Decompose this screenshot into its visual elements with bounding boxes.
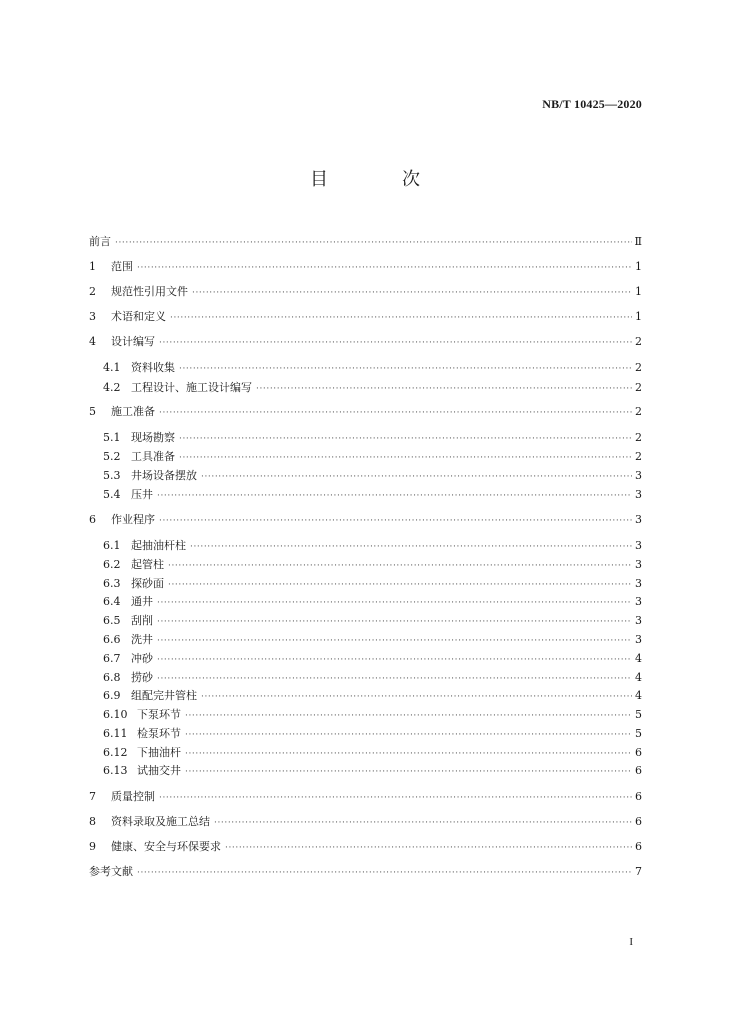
toc-entry-page: 1 <box>635 260 642 273</box>
toc-entry-page: 3 <box>635 469 642 482</box>
toc-entry-page: 3 <box>635 558 642 571</box>
toc-entry[interactable] <box>89 404 642 420</box>
toc-entry-page: 2 <box>635 335 642 348</box>
toc-dot-leader <box>179 450 632 466</box>
toc-entry-page: 3 <box>635 577 642 590</box>
toc-dot-leader <box>159 335 632 351</box>
toc-dot-leader <box>157 595 632 611</box>
toc-entry[interactable] <box>89 613 642 629</box>
toc-dot-leader <box>170 310 632 326</box>
toc-entry-label: 规范性引用文件 <box>111 285 188 298</box>
toc-entry[interactable] <box>89 334 642 350</box>
toc-entry-number: 5.3 <box>103 469 121 482</box>
toc-entry-page: 3 <box>635 513 642 526</box>
toc-dot-leader <box>256 381 632 397</box>
toc-entry[interactable] <box>89 430 642 446</box>
toc-entry-label: 工具准备 <box>131 450 175 463</box>
toc-entry[interactable] <box>89 487 642 503</box>
toc-entry[interactable] <box>89 632 642 648</box>
toc-entry-number: 5.1 <box>103 431 121 444</box>
toc-entry-label: 组配完井管柱 <box>131 689 197 702</box>
toc-dot-leader <box>168 577 632 593</box>
toc-entry-number: 5.4 <box>103 488 121 501</box>
toc-entry-page: 5 <box>635 727 642 740</box>
toc-entry[interactable] <box>89 814 642 830</box>
toc-entry-page: 2 <box>635 405 642 418</box>
toc-entry[interactable] <box>89 763 642 779</box>
toc-entry-number: 5.2 <box>103 450 121 463</box>
toc-dot-leader <box>157 633 632 649</box>
toc-entry-number: 6.11 <box>103 727 128 740</box>
toc-entry[interactable] <box>89 557 642 573</box>
toc-entry-page: Ⅱ <box>634 235 642 248</box>
toc-entry-number: 6.2 <box>103 558 121 571</box>
toc-dot-leader <box>185 727 632 743</box>
toc-entry-number: 6.10 <box>103 708 128 721</box>
toc-entry-page: 6 <box>635 764 642 777</box>
toc-entry-page: 4 <box>635 689 642 702</box>
toc-entry-page: 4 <box>635 671 642 684</box>
toc-entry-label: 冲砂 <box>131 652 153 665</box>
toc-entry-number: 6.5 <box>103 614 121 627</box>
toc-entry-label: 作业程序 <box>111 513 155 526</box>
toc-entry-page: 2 <box>635 361 642 374</box>
toc-entry-number: 6.9 <box>103 689 121 702</box>
toc-entry-label: 参考文献 <box>89 865 133 878</box>
toc-dot-leader <box>201 469 632 485</box>
toc-entry[interactable] <box>89 594 642 610</box>
toc-entry-number: 6.7 <box>103 652 121 665</box>
toc-dot-leader <box>179 361 632 377</box>
toc-entry[interactable] <box>89 234 642 250</box>
toc-entry-number: 4 <box>89 335 96 348</box>
toc-entry-page: 3 <box>635 539 642 552</box>
toc-entry-label: 井场设备摆放 <box>131 469 197 482</box>
toc-entry-number: 3 <box>89 310 96 323</box>
toc-entry[interactable] <box>89 688 642 704</box>
toc-dot-leader <box>168 558 632 574</box>
toc-entry[interactable] <box>89 839 642 855</box>
toc-entry-page: 1 <box>635 310 642 323</box>
toc-entry-label: 起抽油杆柱 <box>131 539 186 552</box>
toc-dot-leader <box>185 746 632 762</box>
toc-entry-page: 6 <box>635 840 642 853</box>
toc-entry[interactable] <box>89 449 642 465</box>
toc-entry-label: 起管柱 <box>131 558 164 571</box>
toc-dot-leader <box>157 652 632 668</box>
toc-entry-number: 6.8 <box>103 671 121 684</box>
toc-entry[interactable] <box>89 789 642 805</box>
toc-dot-leader <box>159 513 632 529</box>
toc-entry-label: 范围 <box>111 260 133 273</box>
toc-entry-page: 6 <box>635 790 642 803</box>
standard-code: NB/T 10425—2020 <box>542 97 642 111</box>
toc-entry-label: 工程设计、施工设计编写 <box>131 381 252 394</box>
toc-entry-number: 6.12 <box>103 746 128 759</box>
toc-entry-number: 7 <box>89 790 96 803</box>
toc-dot-leader <box>159 405 632 421</box>
toc-entry[interactable] <box>89 651 642 667</box>
toc-entry-number: 6.13 <box>103 764 128 777</box>
toc-entry-number: 6.1 <box>103 539 121 552</box>
toc-entry[interactable] <box>89 538 642 554</box>
toc-entry-number: 4.2 <box>103 381 121 394</box>
toc-dot-leader <box>201 689 632 705</box>
toc-dot-leader <box>185 764 632 780</box>
toc-entry-number: 2 <box>89 285 96 298</box>
toc-entry[interactable] <box>89 284 642 300</box>
toc-entry[interactable] <box>89 576 642 592</box>
toc-entry[interactable] <box>89 864 642 880</box>
toc-entry-number: 9 <box>89 840 96 853</box>
toc-entry-label: 刮削 <box>131 614 153 627</box>
toc-dot-leader <box>137 865 632 881</box>
toc-entry-label: 设计编写 <box>111 335 155 348</box>
toc-entry-page: 2 <box>635 431 642 444</box>
toc-dot-leader <box>157 671 632 687</box>
toc-entry-label: 通井 <box>131 595 153 608</box>
toc-entry-page: 7 <box>635 865 642 878</box>
toc-dot-leader <box>179 431 632 447</box>
toc-entry-label: 试抽交井 <box>137 764 181 777</box>
toc-dot-leader <box>115 235 632 251</box>
toc-entry-label: 健康、安全与环保要求 <box>111 840 221 853</box>
toc-entry-number: 6.6 <box>103 633 121 646</box>
toc-entry-label: 检泵环节 <box>137 727 181 740</box>
toc-entry-label: 下泵环节 <box>137 708 181 721</box>
toc-entry-label: 质量控制 <box>111 790 155 803</box>
toc-entry-label: 资料收集 <box>131 361 175 374</box>
toc-entry-label: 资料录取及施工总结 <box>111 815 210 828</box>
toc-entry-label: 洗井 <box>131 633 153 646</box>
toc-entry[interactable] <box>89 360 642 376</box>
toc-entry-number: 1 <box>89 260 96 273</box>
toc-entry-label: 术语和定义 <box>111 310 166 323</box>
toc-entry-page: 3 <box>635 633 642 646</box>
toc-dot-leader <box>159 790 632 806</box>
toc-dot-leader <box>185 708 632 724</box>
toc-entry-label: 捞砂 <box>131 671 153 684</box>
toc-entry-page: 6 <box>635 815 642 828</box>
toc-entry[interactable] <box>89 468 642 484</box>
toc-entry[interactable] <box>89 380 642 396</box>
toc-entry[interactable] <box>89 309 642 325</box>
toc-entry[interactable] <box>89 259 642 275</box>
toc-entry-label: 施工准备 <box>111 405 155 418</box>
toc-entry-number: 5 <box>89 405 96 418</box>
toc-entry-number: 6.3 <box>103 577 121 590</box>
toc-dot-leader <box>225 840 632 856</box>
toc-entry-page: 1 <box>635 285 642 298</box>
toc-entry-page: 2 <box>635 450 642 463</box>
toc-entry-page: 4 <box>635 652 642 665</box>
toc-entry[interactable] <box>89 512 642 528</box>
toc-entry-label: 下抽油杆 <box>137 746 181 759</box>
toc-entry[interactable] <box>89 670 642 686</box>
toc-entry-page: 3 <box>635 595 642 608</box>
toc-entry-number: 6.4 <box>103 595 121 608</box>
toc-entry-page: 5 <box>635 708 642 721</box>
toc-entry-number: 4.1 <box>103 361 121 374</box>
toc-entry-number: 8 <box>89 815 96 828</box>
toc-entry-label: 现场勘察 <box>131 431 175 444</box>
toc-entry-number: 6 <box>89 513 96 526</box>
toc-entry-page: 2 <box>635 381 642 394</box>
toc-entry-page: 6 <box>635 746 642 759</box>
toc-dot-leader <box>214 815 632 831</box>
toc-entry-label: 压井 <box>131 488 153 501</box>
toc-title: 目 次 <box>310 169 448 190</box>
toc-entry-label: 探砂面 <box>131 577 164 590</box>
toc-entry[interactable] <box>89 707 642 723</box>
footer-page-number: I <box>629 936 633 948</box>
toc-dot-leader <box>192 285 632 301</box>
toc-dot-leader <box>137 260 632 276</box>
toc-dot-leader <box>157 614 632 630</box>
toc-entry-page: 3 <box>635 488 642 501</box>
toc-entry[interactable] <box>89 745 642 761</box>
toc-dot-leader <box>190 539 632 555</box>
toc-entry[interactable] <box>89 726 642 742</box>
toc-entry-label: 前言 <box>89 235 111 248</box>
toc-entry-page: 3 <box>635 614 642 627</box>
toc-dot-leader <box>157 488 632 504</box>
